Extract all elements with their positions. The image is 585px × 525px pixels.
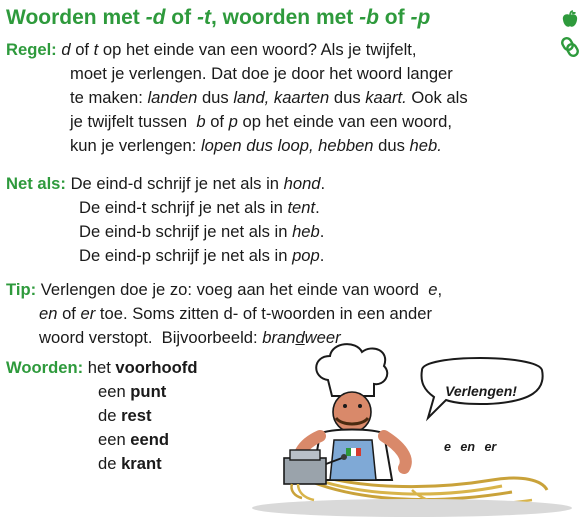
netals-line-4: De eind-p schrijf je net als in pop. <box>79 246 325 265</box>
netals-line-2: De eind-t schrijf je net als in tent. <box>79 198 320 217</box>
woorden-line-2: een punt <box>98 382 167 401</box>
side-icons <box>560 10 582 64</box>
tip-label: Tip: <box>6 280 37 299</box>
regel-line-2: moet je verlengen. Dat doe je door het woord langer <box>70 64 453 83</box>
regel-line-1: Regel: d of t op het einde van een woord? Als je twijfelt, <box>6 40 417 59</box>
apple-icon <box>560 10 580 30</box>
regel-label: Regel: <box>6 40 57 59</box>
netals-label: Net als: <box>6 174 66 193</box>
netals-section <box>6 172 325 268</box>
page-title: Woorden met -d of -t, woorden met -b of -p <box>6 6 431 29</box>
woorden-line-4: een eend <box>98 430 170 449</box>
suffix-label: e en er <box>444 440 497 454</box>
link-icon <box>560 36 580 58</box>
woorden-line-3: de rest <box>98 406 152 425</box>
woorden-section <box>6 356 197 476</box>
netals-line-1: Net als: De eind-d schrijf je net als in hond. <box>6 174 326 193</box>
chef-drawing <box>232 340 582 520</box>
tip-line-2: en of er toe. Soms zitten d- of t-woorden in een ander <box>39 304 432 323</box>
tip-line-3: woord verstopt. Bijvoorbeeld: brandweer <box>39 328 341 347</box>
regel-line-4: je twijfelt tussen b of p op het einde van een woord, <box>70 112 452 131</box>
woorden-line-1: Woorden: het voorhoofd <box>6 358 198 377</box>
chef-illustration <box>232 340 582 520</box>
regel-line-3: te maken: landen dus land, kaarten dus kaart. Ook als <box>70 88 468 107</box>
speech-bubble-text: Verlengen! <box>445 383 517 399</box>
woorden-line-5: de krant <box>98 454 162 473</box>
tip-line-1: Tip: Verlengen doe je zo: voeg aan het einde van woord e, <box>6 280 443 299</box>
regel-line-5: kun je verlengen: lopen dus loop, hebben dus heb. <box>70 136 442 155</box>
woorden-label: Woorden: <box>6 358 84 377</box>
regel-section <box>6 38 468 158</box>
netals-line-3: De eind-b schrijf je net als in heb. <box>79 222 325 241</box>
